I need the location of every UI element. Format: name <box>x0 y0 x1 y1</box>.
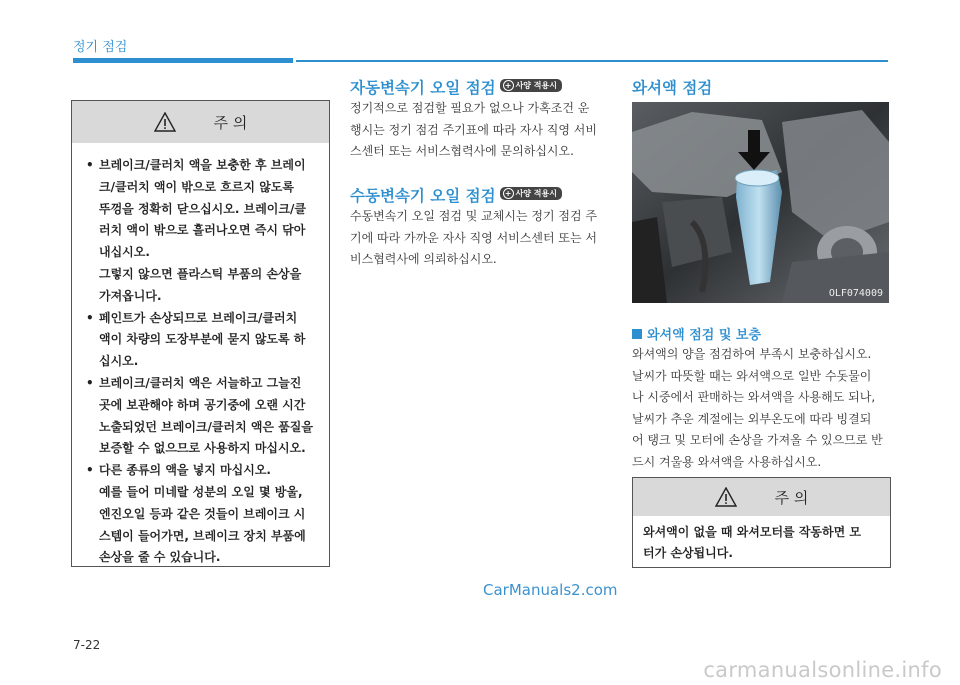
text-line: 십시오. <box>99 354 139 369</box>
plus-icon: + <box>503 188 514 199</box>
section-title: 정기 점검 <box>73 40 128 55</box>
washer-reservoir-photo <box>632 102 889 303</box>
text-line: 곳에 보관해야 하며 공기중에 오랜 시간 <box>99 397 306 412</box>
footer-watermark: carmanualsonline.info <box>703 658 942 682</box>
caution-text <box>633 516 890 564</box>
badge-text: 사양 적용시 <box>515 189 557 198</box>
text-line: 엔진오일 등과 같은 것들이 브레이크 시 <box>99 506 306 521</box>
washer-heading: 와셔액 점검 <box>632 79 713 97</box>
warning-triangle-icon <box>715 487 737 507</box>
text-line: 그렇지 않으면 플라스틱 부품의 손상을 <box>99 266 302 281</box>
text-line: 스템이 들어가면, 브레이크 장치 부품에 <box>99 528 306 543</box>
text-line: 비스협력사에 의뢰하십시오. <box>350 252 497 267</box>
text-line: 기에 따라 가까운 자사 직영 서비스센터 또는 서 <box>350 230 597 245</box>
text-line: 행시는 정기 점검 주기표에 따라 자사 직영 서비 <box>350 122 597 137</box>
caution-title: 주 의 <box>213 113 248 132</box>
washer-subheading <box>632 324 761 343</box>
text-line: 스센터 또는 서비스협력사에 문의하십시오. <box>350 144 574 159</box>
caution-bullet <box>86 373 317 460</box>
page-number: 7-22 <box>73 638 101 652</box>
watermark-link[interactable]: CarManuals2.com <box>483 581 618 599</box>
caution-bullet <box>86 308 317 373</box>
manual-trans-heading <box>350 184 562 206</box>
heading-text: 자동변속기 오일 점검 <box>350 79 496 97</box>
manual-trans-paragraph <box>350 206 612 271</box>
text-line: 가져옵니다. <box>99 288 162 303</box>
text-line: 와셔액이 없을 때 와셔모터를 작동하면 모 <box>643 525 861 539</box>
text-line: • 브레이크/클러치 액을 보충한 후 브레이 <box>99 158 306 172</box>
auto-trans-heading <box>350 76 562 98</box>
engine-bay-illustration <box>632 102 889 303</box>
text-line: 액이 차량의 도장부분에 묻지 않도록 하 <box>99 332 306 347</box>
caution-box-brake-fluid <box>71 100 330 567</box>
caution-bullet <box>86 460 317 569</box>
text-line: 나 시중에서 판매하는 와셔액을 사용해도 되나, <box>632 390 876 405</box>
heading-text: 수동변속기 오일 점검 <box>350 187 496 205</box>
warning-triangle-icon <box>154 112 176 132</box>
text-line: • 페인트가 손상되므로 브레이크/클러치 <box>99 310 298 325</box>
text-line: 노출되었던 브레이크/클러치 액은 품질을 <box>99 419 313 434</box>
caution-header <box>633 478 890 516</box>
square-bullet-icon <box>632 329 642 339</box>
option-badge <box>500 79 562 92</box>
caution-bullet-list <box>72 143 329 577</box>
text-line: 와셔액의 양을 점검하여 부족시 보충하십시오. <box>632 347 872 361</box>
caution-header <box>72 101 329 143</box>
text-line: 보증할 수 없으므로 사용하지 마십시오. <box>99 441 306 456</box>
text-line: • 다른 종류의 액을 넣지 마십시오. <box>99 463 271 478</box>
text-line: 러치 액이 밖으로 흘러나오면 즉시 닦아 <box>99 223 306 238</box>
header-rule-thin <box>296 60 888 62</box>
text-line: 수동변속기 오일 점검 및 교체시는 정기 점검 주 <box>350 209 597 223</box>
caution-box-washer <box>632 477 891 568</box>
badge-text: 사양 적용시 <box>515 81 557 90</box>
text-line: 뚜껑을 정확히 닫으십시오. 브레이크/클 <box>99 201 306 216</box>
text-line: • 브레이크/클러치 액은 서늘하고 그늘진 <box>99 375 302 390</box>
photo-code: OLF074009 <box>828 288 883 299</box>
text-line: 크/클러치 액이 밖으로 흐르지 않도록 <box>99 179 294 194</box>
text-line: 터가 손상됩니다. <box>643 546 733 560</box>
caution-title: 주 의 <box>774 488 809 507</box>
caution-bullet <box>86 155 317 308</box>
text-line: 예를 들어 미네랄 성분의 오일 몇 방울, <box>99 484 303 499</box>
text-line: 손상을 줄 수 있습니다. <box>99 550 221 565</box>
text-line: 드시 겨울용 와셔액을 사용하십시오. <box>632 454 822 469</box>
text-line: 날씨가 따뜻할 때는 와셔액으로 일반 수돗물이 <box>632 368 872 383</box>
plus-icon: + <box>503 80 514 91</box>
text-line: 날씨가 추운 계절에는 외부온도에 따라 빙결되 <box>632 411 872 426</box>
auto-trans-paragraph <box>350 98 612 163</box>
text-line: 정기적으로 점검할 필요가 없으나 가혹조건 운 <box>350 101 590 115</box>
option-badge <box>500 187 562 200</box>
text-line: 내십시오. <box>99 245 150 260</box>
subheading-text: 와셔액 점검 및 보충 <box>647 328 762 343</box>
text-line: 어 탱크 및 모터에 손상을 가져올 수 있으므로 반 <box>632 433 883 448</box>
header-rule-thick <box>73 58 293 63</box>
washer-paragraph <box>632 344 894 474</box>
